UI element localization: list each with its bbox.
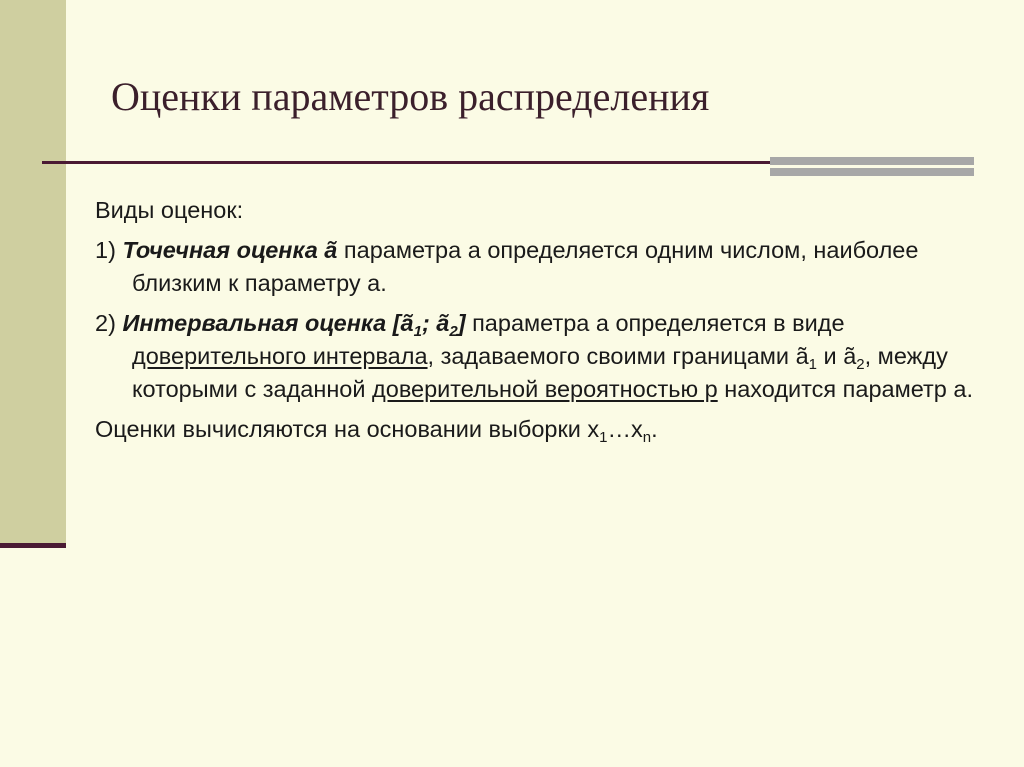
item-text: , между которыми с заданной xyxy=(132,343,948,402)
item-text: находится параметр а. xyxy=(717,376,974,402)
subscript: n xyxy=(642,429,652,446)
title-divider-accent xyxy=(770,157,974,176)
link-confidence-interval[interactable]: доверительного интервала xyxy=(132,343,428,369)
subscript: 2 xyxy=(856,356,865,373)
subscript: 1 xyxy=(808,356,818,373)
side-decor-bar xyxy=(0,0,66,548)
item-number: 1) xyxy=(95,237,123,263)
term-point-estimate: Точечная оценка ã xyxy=(122,237,338,263)
list-item-point-estimate xyxy=(95,234,985,300)
body-heading: Виды оценок: xyxy=(95,197,244,223)
term-part: ] xyxy=(457,310,466,336)
subscript: 1 xyxy=(413,323,422,340)
item-text: параметра а определяется одним числом, наиболее близким к параметру а. xyxy=(132,237,919,296)
side-decor-line xyxy=(0,543,66,548)
subscript: 1 xyxy=(599,429,608,446)
item-number: 2) xyxy=(95,310,123,336)
item-text: , задаваемого своими границами ã xyxy=(427,343,809,369)
item-text: параметра а определяется в виде xyxy=(465,310,845,336)
item-text: . xyxy=(651,416,658,442)
summary-text xyxy=(95,413,985,446)
term-interval-estimate xyxy=(122,310,466,340)
item-text: …х xyxy=(607,416,643,442)
term-part: Интервальная оценка [ã xyxy=(122,310,414,336)
subscript: 2 xyxy=(449,323,458,340)
item-text: и ã xyxy=(817,343,857,369)
list-item-interval-estimate xyxy=(95,307,985,406)
slide-title: Оценки параметров распределения xyxy=(111,74,710,119)
slide-body xyxy=(95,194,985,446)
link-confidence-probability[interactable]: доверительной вероятностью р xyxy=(372,376,718,402)
item-text: Оценки вычисляются на основании выборки х xyxy=(95,416,600,442)
term-part: ; ã xyxy=(421,310,450,336)
